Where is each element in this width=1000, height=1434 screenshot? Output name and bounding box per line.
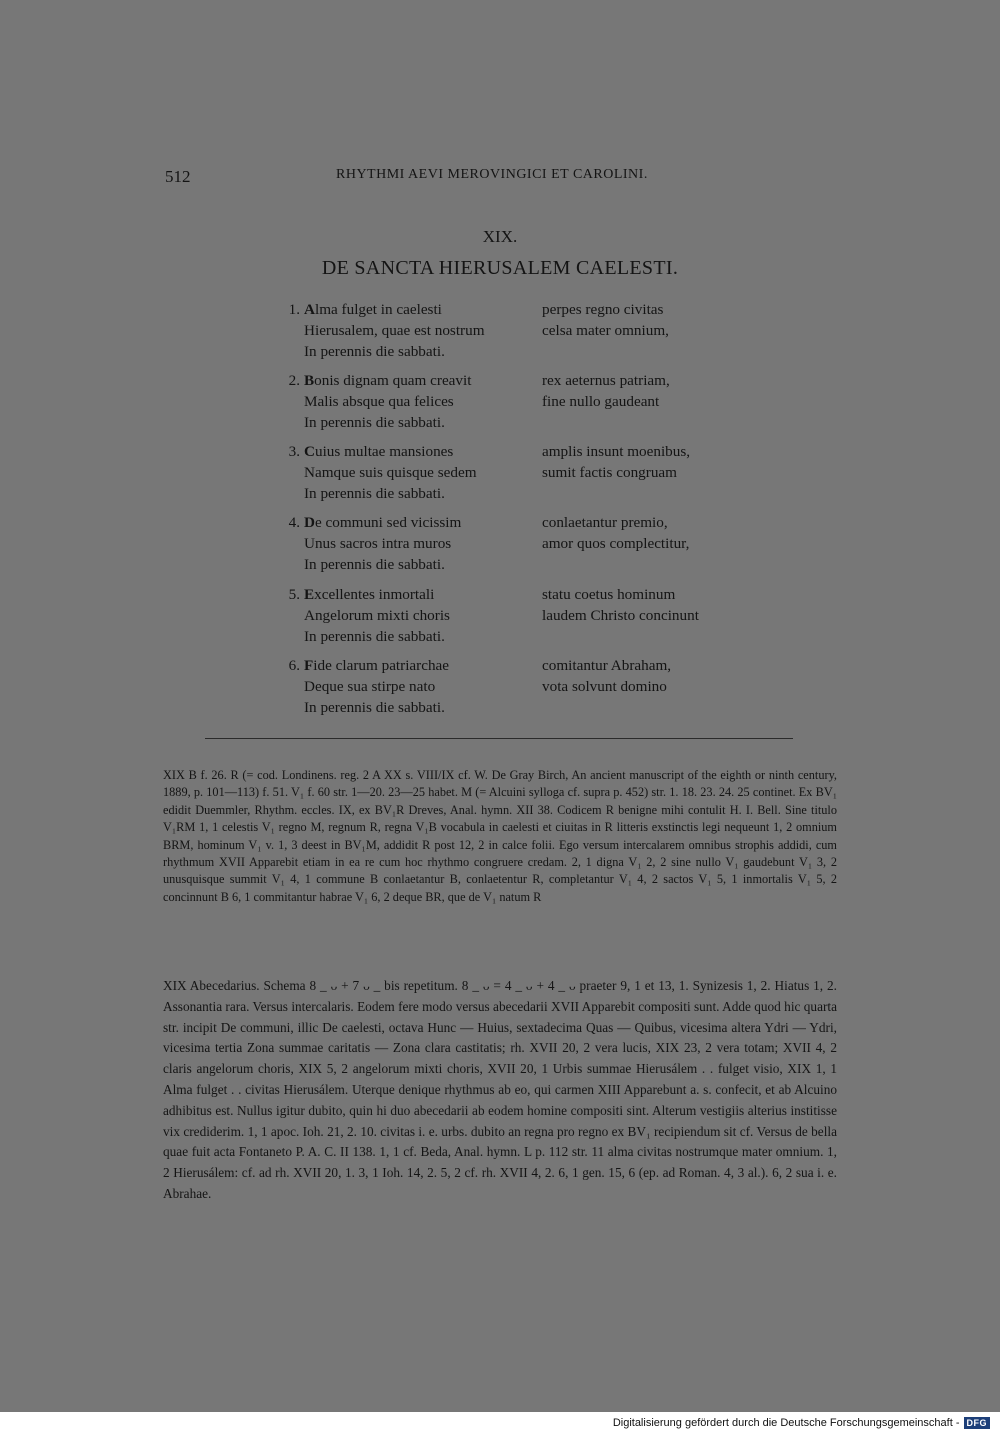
verse-left-half: In perennis die sabbati.	[304, 414, 445, 431]
verse-line	[280, 462, 760, 483]
verse-left-half: In perennis die sabbati.	[304, 699, 445, 716]
verse-left-half: De communi sed vicissim	[304, 514, 462, 531]
stanza	[280, 512, 760, 575]
verse-left-half: Alma fulget in caelesti	[304, 301, 442, 318]
verse-left-half: Cuius multae mansiones	[304, 443, 454, 460]
verse-line	[280, 655, 760, 676]
verse-line	[280, 533, 760, 554]
poem-title: DE SANCTA HIERUSALEM CAELESTI.	[321, 257, 679, 279]
acrostic-initial: D	[304, 514, 315, 531]
acrostic-initial: C	[304, 443, 315, 460]
running-head: RHYTHMI AEVI MEROVINGICI ET CAROLINI.	[336, 167, 648, 182]
separator-rule	[205, 738, 793, 739]
page-number: 512	[165, 167, 191, 186]
verse-left-half: Unus sacros intra muros	[304, 535, 452, 552]
verse-line	[280, 391, 760, 412]
verse-line	[280, 320, 760, 341]
verse-line	[280, 299, 760, 320]
verse-line	[280, 554, 760, 575]
verse-left-half: Malis absque qua felices	[304, 393, 454, 410]
stanza	[280, 299, 760, 362]
verse-right-half: celsa mater omnium,	[542, 322, 669, 339]
verse-line	[280, 676, 760, 697]
verse-left-half: Hierusalem, quae est nostrum	[304, 322, 485, 339]
verse-left-half: In perennis die sabbati.	[304, 628, 445, 645]
verse-right-half: conlaetantur premio,	[542, 514, 668, 531]
verse-left-half: Namque suis quisque sedem	[304, 464, 477, 481]
verse-line	[280, 697, 760, 718]
commentary	[163, 976, 837, 1205]
verse-right-half: comitantur Abraham,	[542, 657, 672, 674]
acrostic-initial: F	[304, 657, 314, 674]
stanza-number: 6.	[288, 657, 300, 674]
poem-number: XIX.	[482, 227, 518, 246]
stanza	[280, 584, 760, 647]
verse-left-half: In perennis die sabbati.	[304, 343, 445, 360]
verse-left-half: Bonis dignam quam creavit	[304, 372, 472, 389]
stanza-number: 4.	[288, 514, 300, 531]
verse-line	[280, 483, 760, 504]
verse-line	[280, 370, 760, 391]
acrostic-initial: E	[304, 586, 315, 603]
verse-left-half: Excellentes inmortali	[304, 586, 435, 603]
stanza-number: 3.	[288, 443, 300, 460]
verse-right-half: perpes regno civitas	[542, 301, 664, 318]
verse-line	[280, 626, 760, 647]
critical-apparatus	[163, 767, 837, 906]
verse-right-half: sumit factis congruam	[542, 464, 677, 481]
verse-right-half: amplis insunt moenibus,	[542, 443, 691, 460]
commentary-text: XIX Abecedarius. Schema 8 _ ᴗ + 7 ᴗ _ bis repetitum. 8 _ ᴗ = 4 _ ᴗ + 4 _ ᴗ praeter 9, 1 et 13, 1. Synizesis 1, 2. Hiatus 1, 2. Assonantia rara. Versus intercalaris. Eodem fere modo versus abecedarii XVII Apparebit compositi sunt. Adde quod hic quarta str. incipit De communi, illic De caelesti, octava Hunc — Huius, sextadecima Quas — Quibus, vicesima altera Ydri — Ydri, vicesima tertia Zona summae caritatis — Zona clara castitatis; rh. XVII 20, 2 vera lucis, XIX 23, 2 vera totam; XVII 4, 2 claris angelorum choris, XIX 5, 2 angelorum mixti choris, XVII 20, 1 Urbis summae Hierusálem . . fulget visio, XIX 1, 1 Alma fulget . . civitas Hierusálem. Uterque denique rhythmus ab eo, qui carmen XIII Apparebunt a. s. confecit, et ab Alcuino adhibitus est. Nullus igitur dubito, quin hi duo abecedarii ab eodem homine compositi sint. Alterum vestigiis alterius institisse vix crediderim. 1, 1 apoc. Ioh. 21, 2. 10. civitas i. e. urbs. dubito an regna pro regno ex BV₁ recipiendum sit cf. Versus de bella quae fuit acta Fontaneto P. A. C. II 138. 1, 1 cf. Beda, Anal. hymn. L p. 112 str. 11 alma civitas nostrumque mater omnium. 1, 2 Hierusálem: cf. ad rh. XVII 20, 1. 3, 1 Ioh. 14, 2. 5, 2 cf. rh. XVII 4, 2. 6, 1 gen. 15, 6 (ep. ad Roman. 4, 3 al.). 6, 2 sua i. e. Abrahae.	[163, 978, 837, 1201]
stanza	[280, 441, 760, 504]
acrostic-initial: B	[304, 372, 315, 389]
verse-right-half: laudem Christo concinunt	[542, 607, 699, 624]
verse-left-half: Angelorum mixti choris	[304, 607, 450, 624]
digitization-footer	[613, 1417, 990, 1429]
verse-line	[280, 584, 760, 605]
stanza-number: 5.	[288, 586, 300, 603]
verse-right-half: rex aeternus patriam,	[542, 372, 670, 389]
stanza-number: 1.	[288, 301, 300, 318]
stanza	[280, 370, 760, 433]
verse-line	[280, 605, 760, 626]
verse-right-half: statu coetus hominum	[542, 586, 676, 603]
verse-line	[280, 412, 760, 433]
verse-line	[280, 441, 760, 462]
verse-right-half: vota solvunt domino	[542, 678, 667, 695]
verse-left-half: Fide clarum patriarchae	[304, 657, 450, 674]
stanza	[280, 655, 760, 718]
apparatus-text: XIX B f. 26. R (= cod. Londinens. reg. 2 A XX s. VIII/IX cf. W. De Gray Birch, An ancient manuscript of the eighth or ninth century, 1889, p. 101—113) f. 51. V₁ f. 60 str. 1—20. 23—25 habet. M (= Alcuini sylloga cf. supra p. 452) str. 1. 18. 23. 24. 25 continet. Ex BV₁ edidit Duemmler, Rhythm. eccles. IX, ex BV₁R Dreves, Anal. hymn. XII 38. Codicem R benigne mihi contulit H. I. Bell. Sine titulo V₁RM 1, 1 celestis V₁ regno M, regnum R, regna V₁B vocabula in caelesti et ciuitas in R litteris exstinctis legi nequeunt 1, 2 omnium BRM, hominum V₁ v. 1, 3 deest in BV₁M, addidit R post 12, 2 in calce folii. Ego versum intercalarem omnibus strophis addidi, cum rhythmum XVII Apparebit etiam in ea re cum hoc rhythmo congruere credam. 2, 1 digna V₁ 2, 2 sine nullo V₁ gaudebunt V₁ 3, 2 unusquisque summit V₁ 4, 1 commune B conlaetantur B, conlaetentur R, completantur V₁ 4, 2 sactos V₁ 5, 1 inmortalis V₁ 5, 2 concinnunt B 6, 1 commitantur habrae V₁ 6, 2 deque BR, que de V₁ natum R	[163, 768, 837, 904]
dfg-logo-icon: DFG	[964, 1417, 991, 1429]
verse-left-half: In perennis die sabbati.	[304, 485, 445, 502]
verse-left-half: Deque sua stirpe nato	[304, 678, 436, 695]
stanza-number: 2.	[288, 372, 300, 389]
verse-line	[280, 512, 760, 533]
verse-right-half: fine nullo gaudeant	[542, 393, 660, 410]
acrostic-initial: A	[304, 301, 315, 318]
verse-right-half: amor quos complectitur,	[542, 535, 690, 552]
verse-left-half: In perennis die sabbati.	[304, 556, 445, 573]
verse-line	[280, 341, 760, 362]
footer-text: Digitalisierung gefördert durch die Deutsche Forschungsgemeinschaft -	[612, 1417, 960, 1429]
